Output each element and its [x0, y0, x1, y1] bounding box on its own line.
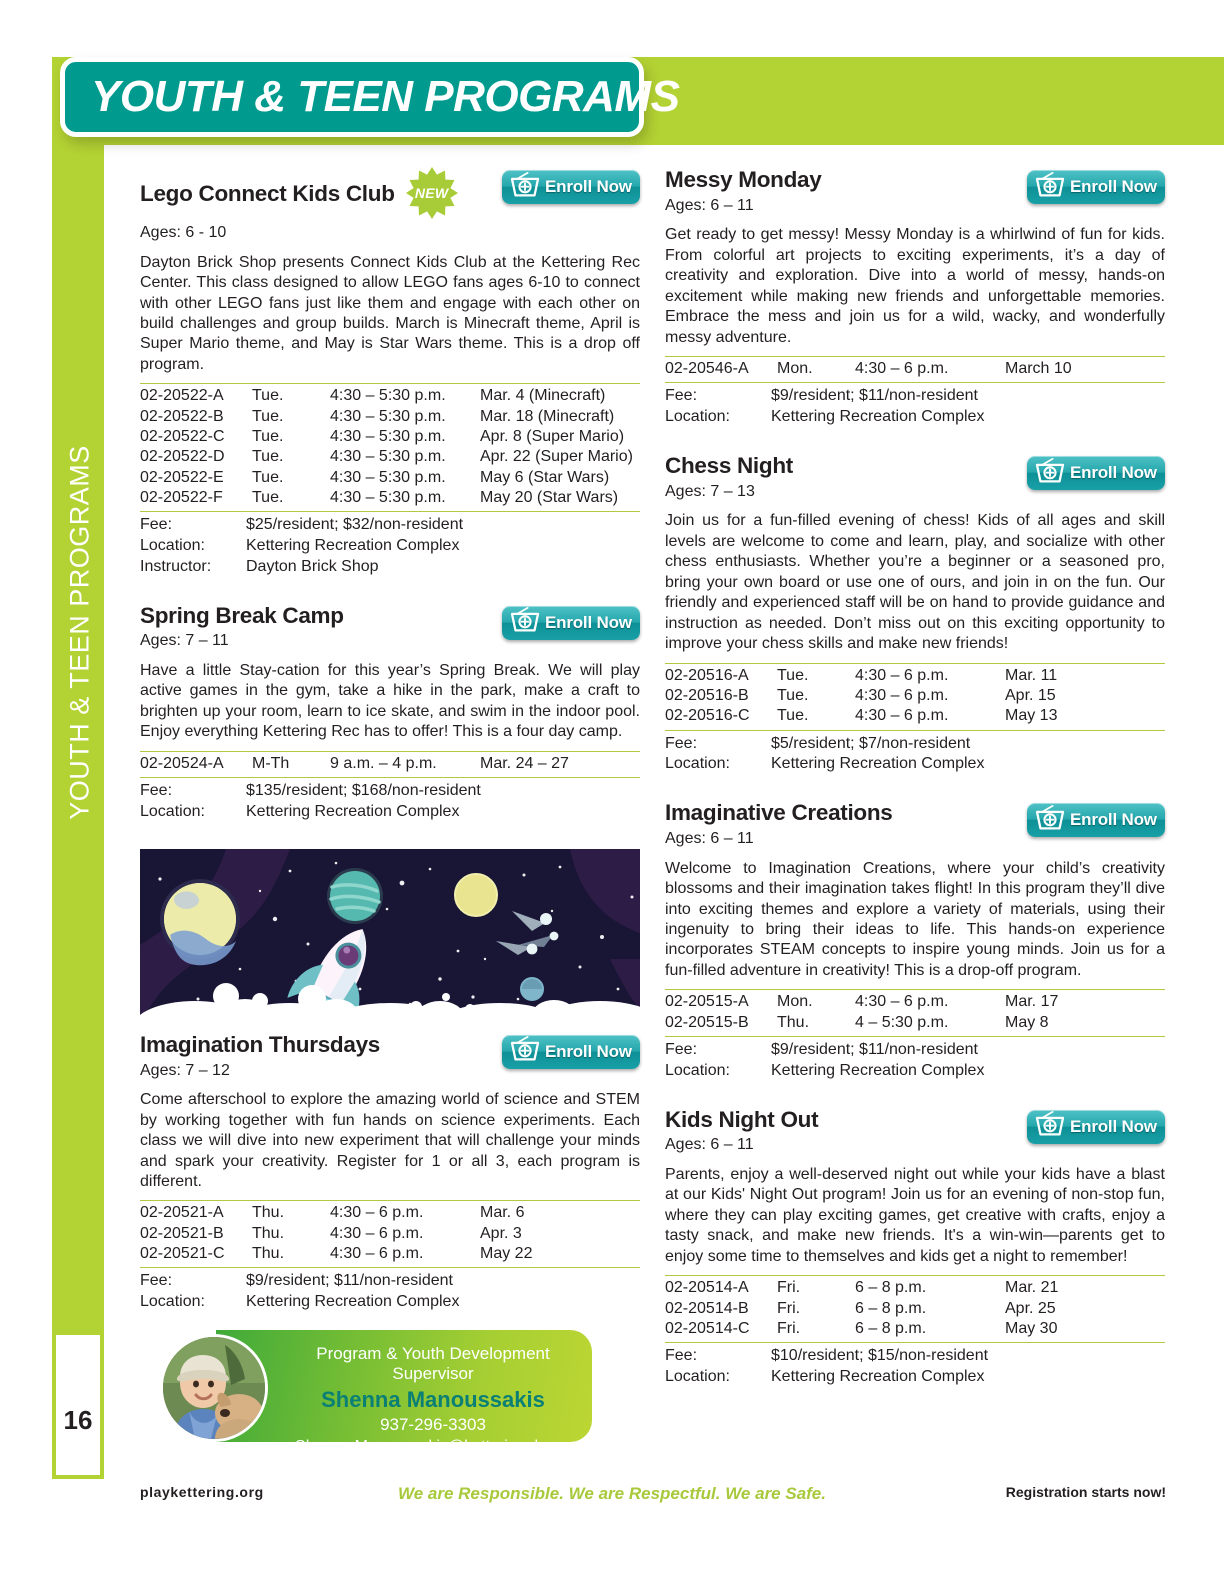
right-column: [665, 168, 1165, 1394]
session-date: May 22: [480, 1245, 533, 1263]
session-code: 02-20546-A: [665, 360, 749, 378]
session-date: March 10: [1005, 360, 1072, 378]
detail-row: [665, 407, 1165, 428]
session-date: Apr. 25: [1005, 1299, 1056, 1317]
session-code: 02-20521-C: [140, 1245, 225, 1263]
session-table: [665, 356, 1165, 383]
program-description: Dayton Brick Shop presents Connect Kids Club at the Kettering Rec Center. This class designed to allow LEGO fans ages 6-10 to connect with other LEGO fans just like them and engage with each other on build challenges and group builds. March is Minecraft theme, April is Super Mario theme, and May is Star Wars theme. This is a drop off program.: [140, 253, 640, 373]
session-date: May 13: [1005, 707, 1058, 725]
detail-label: Fee:: [665, 387, 698, 405]
detail-value: Kettering Recreation Complex: [246, 537, 460, 555]
enroll-now-button[interactable]: [502, 606, 640, 640]
table-row: [140, 468, 640, 488]
program-header: [140, 604, 640, 652]
program-spring-break-camp: [140, 604, 640, 823]
table-row: [140, 488, 640, 508]
session-date: Mar. 24 – 27: [480, 754, 569, 772]
session-day: Tue.: [252, 468, 284, 486]
session-date: Apr. 8 (Super Mario): [480, 428, 625, 446]
enroll-now-label: Enroll Now: [1070, 463, 1157, 483]
session-day: Thu.: [252, 1204, 285, 1222]
detail-value: $5/resident; $7/non-resident: [771, 734, 971, 752]
program-ages: Ages: 7 – 11: [140, 632, 229, 650]
detail-row: [665, 1061, 1165, 1082]
program-kids-night-out: [665, 1108, 1165, 1388]
table-row: [665, 666, 1165, 686]
session-time: 6 – 8 p.m.: [855, 1319, 927, 1337]
table-row: [140, 407, 640, 427]
enroll-now-label: Enroll Now: [545, 177, 632, 196]
detail-label: Location:: [665, 1368, 730, 1386]
detail-row: [140, 781, 640, 802]
program-titles: [140, 604, 492, 652]
detail-row: [665, 1346, 1165, 1367]
program-ages: Ages: 7 – 12: [140, 1061, 230, 1079]
session-date: Apr. 3: [480, 1224, 522, 1242]
session-time: 4:30 – 6 p.m.: [330, 1204, 424, 1222]
detail-row: [665, 1040, 1165, 1061]
detail-value: Kettering Recreation Complex: [771, 408, 985, 426]
program-titles: [665, 801, 1017, 849]
session-date: Mar. 21: [1005, 1279, 1059, 1297]
session-date: May 8: [1005, 1013, 1049, 1031]
detail-label: Location:: [665, 408, 730, 426]
detail-label: Location:: [140, 803, 205, 820]
session-time: 4:30 – 6 p.m.: [855, 687, 949, 704]
session-day: Tue.: [252, 448, 284, 466]
detail-value: $10/resident; $15/non-resident: [771, 1347, 989, 1365]
session-date: Mar. 11: [1005, 666, 1058, 684]
program-description: Have a little Stay-cation for this year’s Spring Break. We will play active games in the gym, take a hike in the park, make a craft to brighten up your room, learn to ice skate, and swim in the indoor pool. Enjoy everything Kettering Rec has to offer! This is a four day camp.: [140, 662, 640, 741]
new-badge-icon: [403, 168, 461, 218]
session-day: Tue.: [252, 428, 284, 446]
shopping-basket-plus-icon: [510, 1036, 540, 1067]
program-chess-night: [665, 454, 1165, 775]
supervisor-name: Shenna Manoussakis: [321, 1386, 545, 1412]
program-titles: [140, 1033, 492, 1081]
enroll-now-button[interactable]: [1027, 456, 1165, 490]
program-titles: [665, 1108, 1017, 1156]
detail-row: [665, 386, 1165, 407]
session-time: 4:30 – 5:30 p.m.: [330, 428, 446, 446]
session-date: Mar. 18 (Minecraft): [480, 407, 615, 425]
program-ages: Ages: 6 - 10: [140, 224, 227, 241]
page-banner: [60, 57, 680, 137]
session-day: Thu.: [252, 1224, 285, 1242]
session-table: [140, 1200, 640, 1268]
enroll-now-button[interactable]: [1027, 803, 1165, 837]
footer-tagline: We are Responsible. We are Respectful. We are Safe.: [397, 1484, 826, 1503]
program-header: [140, 1033, 640, 1081]
program-ages: Ages: 6 – 11: [665, 829, 754, 847]
program-title: Imagination Thursdays: [140, 1031, 380, 1057]
program-messy-monday: [665, 168, 1165, 428]
detail-value: $9/resident; $11/non-resident: [771, 1041, 978, 1058]
detail-value: Kettering Recreation Complex: [246, 1293, 460, 1311]
table-row: [665, 992, 1165, 1012]
enroll-now-label: Enroll Now: [545, 1041, 632, 1061]
session-code: 02-20516-A: [665, 666, 749, 684]
session-code: 02-20514-A: [665, 1279, 749, 1297]
footer-website[interactable]: playkettering.org: [140, 1484, 264, 1500]
detail-row: [140, 1271, 640, 1292]
table-row: [140, 1224, 640, 1244]
supervisor-avatar: [160, 1334, 268, 1442]
program-description: Welcome to Imagination Creations, where your child’s creativity blossoms and their imagination takes flight! In this program they’ll dive into exciting themes and explore a variety of materials, using their ingenuity to bring their ideas to life. This hands-on experience incorporates STEAM concepts to inspire young minds. Join us for a fun-filled adventure in creativity! This is a drop-off program.: [665, 859, 1165, 979]
session-code: 02-20514-C: [665, 1319, 750, 1337]
detail-row: [140, 1292, 640, 1313]
supervisor-email[interactable]: Shenna.Manoussakis@ketteringoh.org: [295, 1438, 571, 1456]
detail-row: [665, 1367, 1165, 1388]
detail-row: [140, 536, 640, 557]
session-time: 4:30 – 6 p.m.: [855, 666, 949, 684]
footer-registration-note: Registration starts now!: [1005, 1484, 1166, 1500]
enroll-now-button[interactable]: [502, 170, 640, 204]
session-time: 6 – 8 p.m.: [855, 1279, 927, 1297]
session-day: Mon.: [777, 360, 813, 378]
session-table: [665, 1275, 1165, 1343]
detail-value: Kettering Recreation Complex: [771, 755, 985, 773]
program-titles: [665, 454, 1017, 502]
session-time: 9 a.m. – 4 p.m.: [330, 754, 437, 772]
session-time: 4:30 – 5:30 p.m.: [330, 488, 446, 506]
program-details: [665, 731, 1165, 776]
session-code: 02-20522-D: [140, 448, 225, 466]
detail-label: Location:: [665, 1061, 730, 1079]
enroll-now-button[interactable]: [1027, 1110, 1165, 1144]
detail-row: [140, 802, 640, 823]
session-table: [665, 663, 1165, 731]
program-imaginative-creations: [665, 801, 1165, 1081]
session-date: Mar. 4 (Minecraft): [480, 387, 606, 405]
table-row: [140, 427, 640, 447]
program-details: [140, 512, 640, 577]
session-time: 4:30 – 5:30 p.m.: [330, 468, 446, 486]
session-code: 02-20521-A: [140, 1204, 224, 1222]
program-description: Come afterschool to explore the amazing world of science and STEM by working together with fun hands on science experiments. Each class we will dive into new experiment that will challenge your minds and spark your creativity. Register for 1 or all 3, each program is different.: [140, 1091, 640, 1191]
session-day: Fri.: [777, 1319, 801, 1337]
enroll-now-label: Enroll Now: [1070, 177, 1157, 196]
program-imagination-thursdays: [140, 1033, 640, 1313]
table-row: [665, 359, 1165, 379]
program-details: [140, 778, 640, 823]
session-time: 4:30 – 5:30 p.m.: [330, 448, 446, 466]
session-code: 02-20515-B: [665, 1013, 749, 1031]
enroll-now-button[interactable]: [1027, 170, 1165, 204]
session-day: Tue.: [777, 666, 809, 684]
table-row: [140, 386, 640, 406]
detail-row: [665, 734, 1165, 755]
session-time: 4:30 – 6 p.m.: [855, 707, 949, 725]
table-row: [665, 686, 1165, 706]
session-date: May 30: [1005, 1319, 1058, 1337]
shopping-basket-plus-icon: [510, 607, 540, 638]
program-description: Get ready to get messy! Messy Monday is a whirlwind of fun for kids. From colorful art projects to exciting experiments, it’s a day of creativity and exploration. Dive into a world of messy, hands-on excitement while making new friends and unforgettable memories. Embrace the mess and join us for a wild, wacky, and wonderfully messy adventure.: [665, 226, 1165, 346]
session-table: [140, 751, 640, 778]
table-row: [665, 1278, 1165, 1298]
detail-label: Fee:: [140, 782, 173, 800]
session-day: Tue.: [252, 407, 284, 425]
detail-label: Instructor:: [140, 557, 212, 575]
detail-value: $9/resident; $11/non-resident: [771, 387, 978, 405]
session-day: Fri.: [777, 1279, 801, 1297]
program-details: [140, 1268, 640, 1313]
program-title: Kids Night Out: [665, 1106, 819, 1132]
shopping-basket-plus-icon: [1035, 1111, 1065, 1142]
session-code: 02-20515-A: [665, 993, 749, 1011]
session-day: Fri.: [777, 1299, 801, 1317]
supervisor-phone[interactable]: 937-296-3303: [380, 1415, 486, 1435]
shopping-basket-plus-icon: [1035, 458, 1065, 489]
session-time: 4:30 – 6 p.m.: [330, 1245, 424, 1263]
program-details: [665, 383, 1165, 428]
detail-label: Location:: [140, 1293, 205, 1311]
session-time: 4:30 – 6 p.m.: [330, 1224, 424, 1242]
detail-value: Kettering Recreation Complex: [771, 1061, 985, 1079]
detail-value: Dayton Brick Shop: [246, 557, 379, 575]
detail-value: Kettering Recreation Complex: [246, 803, 460, 820]
program-description: Parents, enjoy a well-deserved night out while your kids have a blast at our Kids' Night Out program! Join us for an evening of non-stop fun, where they can play exciting games, get creative with crafts, enjoy a tasty snack, and make new friends. It's a win-win—parents get to enjoy some time to themselves and kids get a night to remember!: [665, 1165, 1165, 1265]
session-day: Tue.: [777, 707, 809, 725]
enroll-now-label: Enroll Now: [1070, 810, 1157, 830]
program-title: Chess Night: [665, 453, 793, 479]
program-title: Spring Break Camp: [140, 602, 344, 628]
detail-label: Fee:: [665, 1041, 698, 1058]
detail-label: Fee:: [140, 1272, 173, 1290]
session-date: Mar. 17: [1005, 993, 1059, 1011]
session-date: Mar. 6: [480, 1204, 525, 1222]
session-day: Tue.: [777, 687, 809, 704]
session-table: [140, 383, 640, 512]
table-row: [140, 754, 640, 774]
table-row: [140, 1244, 640, 1264]
session-time: 4:30 – 6 p.m.: [855, 360, 949, 378]
left-green-rail: [52, 57, 104, 1479]
session-day: Mon.: [777, 993, 813, 1011]
detail-row: [140, 557, 640, 578]
session-code: 02-20522-A: [140, 387, 224, 405]
session-code: 02-20522-E: [140, 468, 224, 486]
session-day: Thu.: [252, 1245, 285, 1263]
detail-label: Fee:: [665, 1347, 698, 1365]
session-code: 02-20514-B: [665, 1299, 749, 1317]
program-title: Lego Connect Kids Club: [140, 180, 395, 206]
program-header: [140, 168, 640, 244]
session-date: Apr. 15: [1005, 687, 1056, 704]
session-time: 4:30 – 6 p.m.: [855, 993, 949, 1011]
detail-row: [665, 754, 1165, 775]
session-code: 02-20516-C: [665, 707, 750, 725]
detail-label: Fee:: [140, 516, 173, 534]
detail-value: $25/resident; $32/non-resident: [246, 516, 464, 534]
detail-label: Fee:: [665, 734, 698, 752]
detail-label: Location:: [140, 537, 205, 555]
program-description: Join us for a fun-filled evening of chess! Kids of all ages and skill levels are welcome to come and learn, play, and socialize with other chess enthusiasts. Whether you’re a beginner or a seasoned pro, bring your own board or use one of ours, and join in on the fun. Our friendly and experienced staff will be on hand to provide guidance and instruction as needed. Don’t miss out on this exciting opportunity to improve your chess skills and make new friends!: [665, 512, 1165, 653]
new-badge-label: NEW: [414, 185, 449, 201]
session-date: May 6 (Star Wars): [480, 468, 610, 486]
detail-row: [140, 515, 640, 536]
session-time: 4:30 – 5:30 p.m.: [330, 407, 446, 425]
session-day: Tue.: [252, 387, 284, 405]
shopping-basket-plus-icon: [1035, 172, 1065, 203]
program-titles: [665, 168, 1017, 216]
shopping-basket-plus-icon: [1035, 805, 1065, 836]
detail-value: Kettering Recreation Complex: [771, 1368, 985, 1386]
table-row: [140, 447, 640, 467]
table-row: [665, 706, 1165, 726]
table-row: [665, 1299, 1165, 1319]
program-title: Messy Monday: [665, 167, 822, 192]
program-details: [665, 1037, 1165, 1082]
program-lego-connect-kids-club: [140, 168, 640, 578]
session-code: 02-20522-C: [140, 428, 225, 446]
session-time: 4:30 – 5:30 p.m.: [330, 387, 446, 405]
enroll-now-label: Enroll Now: [545, 612, 632, 632]
program-header: [665, 1108, 1165, 1156]
space-illustration: [140, 849, 640, 1029]
session-day: Tue.: [252, 488, 284, 506]
session-code: 02-20522-F: [140, 488, 223, 506]
sidebar-section-label: YOUTH & TEEN PROGRAMS: [64, 445, 95, 820]
detail-label: Location:: [665, 755, 730, 773]
page-title: YOUTH & TEEN PROGRAMS: [91, 72, 680, 121]
detail-value: $135/resident; $168/non-resident: [246, 782, 481, 800]
program-ages: Ages: 6 – 11: [665, 1136, 754, 1154]
session-code: 02-20521-B: [140, 1224, 224, 1242]
program-ages: Ages: 7 – 13: [665, 482, 755, 500]
session-time: 4 – 5:30 p.m.: [855, 1013, 949, 1031]
supervisor-card: [160, 1330, 592, 1456]
program-ages: Ages: 6 – 11: [665, 196, 754, 214]
session-code: 02-20524-A: [140, 754, 224, 772]
detail-value: $9/resident; $11/non-resident: [246, 1272, 453, 1290]
session-time: 6 – 8 p.m.: [855, 1299, 927, 1317]
program-details: [665, 1343, 1165, 1388]
program-titles: [140, 168, 492, 244]
session-date: May 20 (Star Wars): [480, 488, 619, 506]
supervisor-text: [280, 1344, 586, 1458]
session-code: 02-20522-B: [140, 407, 224, 425]
left-column: [140, 168, 640, 1319]
session-table: [665, 989, 1165, 1037]
program-header: [665, 454, 1165, 502]
program-title: Imaginative Creations: [665, 800, 893, 826]
enroll-now-label: Enroll Now: [1070, 1116, 1157, 1136]
session-day: Thu.: [777, 1013, 810, 1031]
program-header: [665, 801, 1165, 849]
table-row: [665, 1319, 1165, 1339]
session-day: M-Th: [252, 754, 290, 772]
program-header: [665, 168, 1165, 216]
supervisor-role: Program & Youth Development Supervisor: [316, 1344, 550, 1384]
session-date: Apr. 22 (Super Mario): [480, 448, 633, 466]
session-code: 02-20516-B: [665, 687, 749, 704]
table-row: [665, 1013, 1165, 1033]
page-footer: [0, 1484, 1224, 1524]
page-number: 16: [63, 1405, 93, 1435]
enroll-now-button[interactable]: [502, 1035, 640, 1069]
table-row: [140, 1203, 640, 1223]
shopping-basket-plus-icon: [510, 172, 540, 203]
